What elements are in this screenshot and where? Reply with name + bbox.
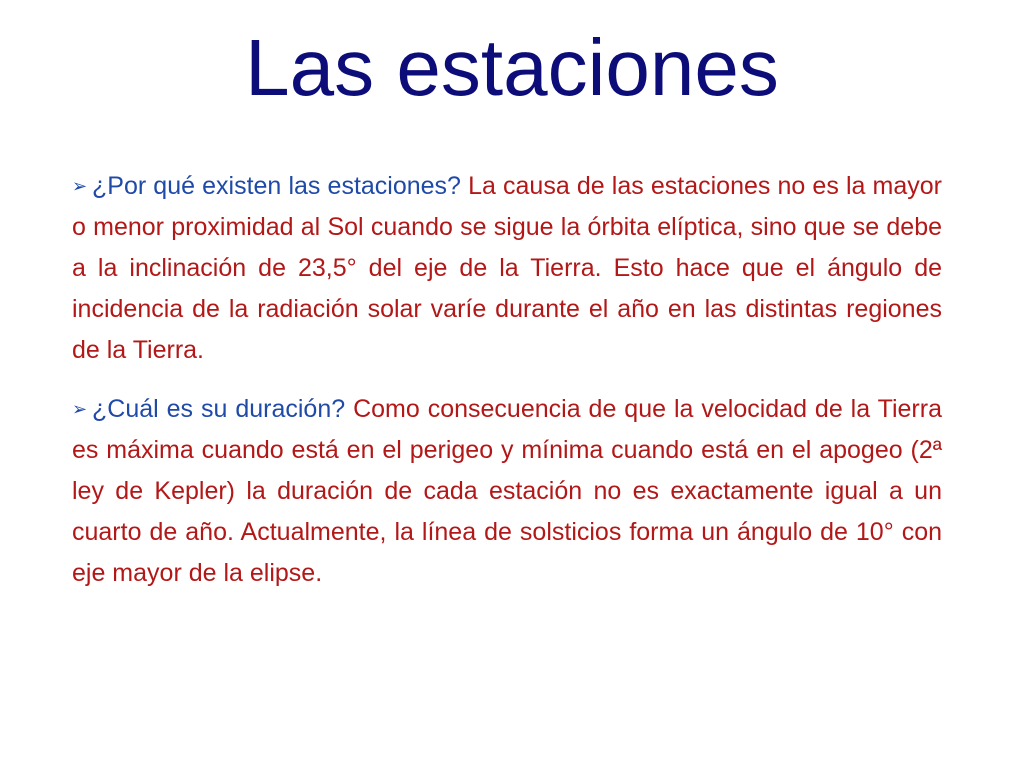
arrow-bullet-icon: ➢ bbox=[72, 176, 88, 196]
bullet-answer: Como consecuencia de que la velocidad de la Tierra es máxima cuando está en el perigeo y mínima cuando está en el apogeo (2ª ley de Kepler) la duración de cada estación no es exactamente igual a un cuarto de año. Actualmente, la línea de solsticios forma un ángulo de 10° con eje mayor de la elipse. bbox=[72, 395, 942, 587]
bullet-question: ¿Por qué existen las estaciones? bbox=[92, 172, 461, 200]
slide-title: Las estaciones bbox=[245, 23, 779, 112]
bullet-item-seasons-duration bbox=[72, 389, 942, 594]
bullet-item-seasons-cause bbox=[72, 166, 942, 371]
bullet-question: ¿Cuál es su duración? bbox=[92, 395, 346, 423]
bullet-list bbox=[72, 166, 942, 612]
bullet-answer: La causa de las estaciones no es la mayor o menor proximidad al Sol cuando se sigue la órbita elíptica, sino que se debe a la inclinación de 23,5° del eje de la Tierra. Esto hace que el ángulo de incidencia de la radiación solar varíe durante el año en las distintas regiones de la Tierra. bbox=[72, 172, 942, 364]
arrow-bullet-icon: ➢ bbox=[72, 399, 88, 419]
